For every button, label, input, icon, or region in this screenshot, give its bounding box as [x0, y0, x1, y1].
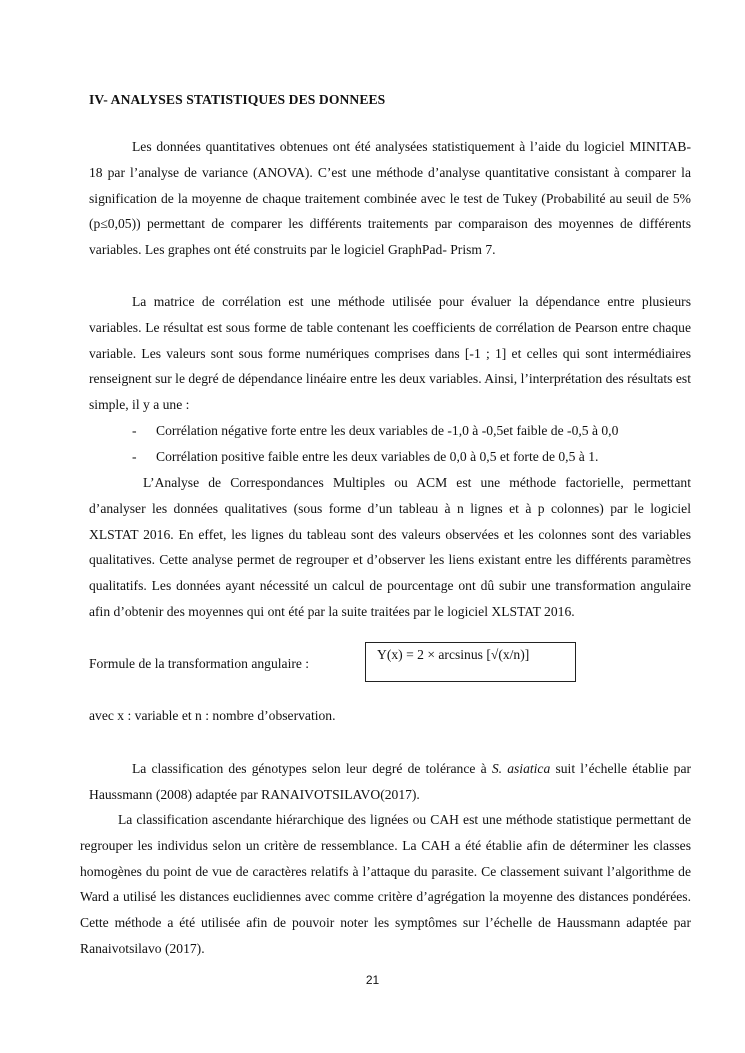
- paragraph-acm-text: L’Analyse de Correspondances Multiples ou ACM est une méthode factorielle, permettant d’analyser les données qualitatives (sous forme d’un tableau à n lignes et à p colonnes) par le logiciel XLSTAT 2016. En effet, les lignes du tableau sont des valeurs observées et les colonnes sont des variables qualitatives. Cette analyse permet de regrouper et d’observer les liens existant entre les différents paramètres qualitatifs. Les données ayant nécessité un calcul de pourcentage ont dû subir une transformation angulaire afin d’obtenir des moyennes qui ont été par la suite traitées par le logiciel XLSTAT 2016.: [89, 475, 691, 619]
- bullet-text: Corrélation négative forte entre les deux variables de -1,0 à -0,5et faible de -0,5 à 0,0: [156, 423, 619, 438]
- species-name: S. asiatica: [491, 761, 551, 776]
- paragraph-correlation: [89, 289, 691, 418]
- page-number: 21: [365, 973, 380, 987]
- bullet-item-positive-correlation: [132, 444, 692, 470]
- classification-text-after: suit l’échelle établie par Haussmann (2008) adaptée par RANAIVOTSILAVO(2017).: [89, 761, 692, 802]
- classification-text-before: La classification des génotypes selon leur degré de tolérance à: [132, 761, 492, 776]
- section-heading: IV- ANALYSES STATISTIQUES DES DONNEES: [89, 92, 386, 107]
- formula-expression: Y(x) = 2 × arcsinus [√(x/n)]: [377, 647, 530, 662]
- paragraph-anova: [89, 134, 691, 263]
- paragraph-classification: [89, 756, 691, 808]
- bullet-text: Corrélation positive faible entre les deux variables de 0,0 à 0,5 et forte de 0,5 à 1.: [156, 449, 599, 464]
- paragraph-anova-text: Les données quantitatives obtenues ont été analysées statistiquement à l’aide du logiciel MINITAB- 18 par l’analyse de variance (ANOVA). C’est une méthode d’analyse quantitative consistant à comparer la signification de la moyenne de chaque traitement combinée avec le test de Tukey (Probabilité au seuil de 5% (p≤0,05)) permettant de comparer les différents traitements par comparaison des moyennes de différents variables. Les graphes ont été construits par le logiciel GraphPad- Prism 7.: [89, 139, 691, 258]
- bullet-dash: -: [132, 449, 137, 464]
- bullet-dash: -: [132, 423, 137, 438]
- formula-legend: avec x : variable et n : nombre d’observation.: [89, 708, 336, 723]
- bullet-item-negative-correlation: [132, 418, 692, 444]
- formula-box: [365, 642, 576, 682]
- paragraph-acm: [89, 470, 691, 625]
- paragraph-cah: [80, 807, 691, 962]
- formula-label: Formule de la transformation angulaire :: [89, 656, 310, 671]
- paragraph-cah-text: La classification ascendante hiérarchique des lignées ou CAH est une méthode statistique permettant de regrouper les individus selon un critère de ressemblance. La CAH a été établie afin de déterminer les classes homogènes du point de vue de caractères relatifs à l’attaque du parasite. Ce classement suivant l’algorithme de Ward a utilisé les distances euclidiennes avec comme critère d’agrégation la moyenne des distances pondérées. Cette méthode a été utilisée afin de pouvoir noter les symptômes sur l’échelle de Haussmann adaptée par Ranaivotsilavo (2017).: [80, 812, 691, 956]
- paragraph-correlation-text: La matrice de corrélation est une méthode utilisée pour évaluer la dépendance entre plusieurs variables. Le résultat est sous forme de table contenant les coefficients de corrélation de Pearson entre chaque variable. Les valeurs sont sous forme numériques comprises dans [-1 ; 1] et celles qui sont intermédiaires renseignent sur le degré de dépendance linéaire entre les deux variables. Ainsi, l’interprétation des résultats est simple, il y a une :: [89, 294, 691, 413]
